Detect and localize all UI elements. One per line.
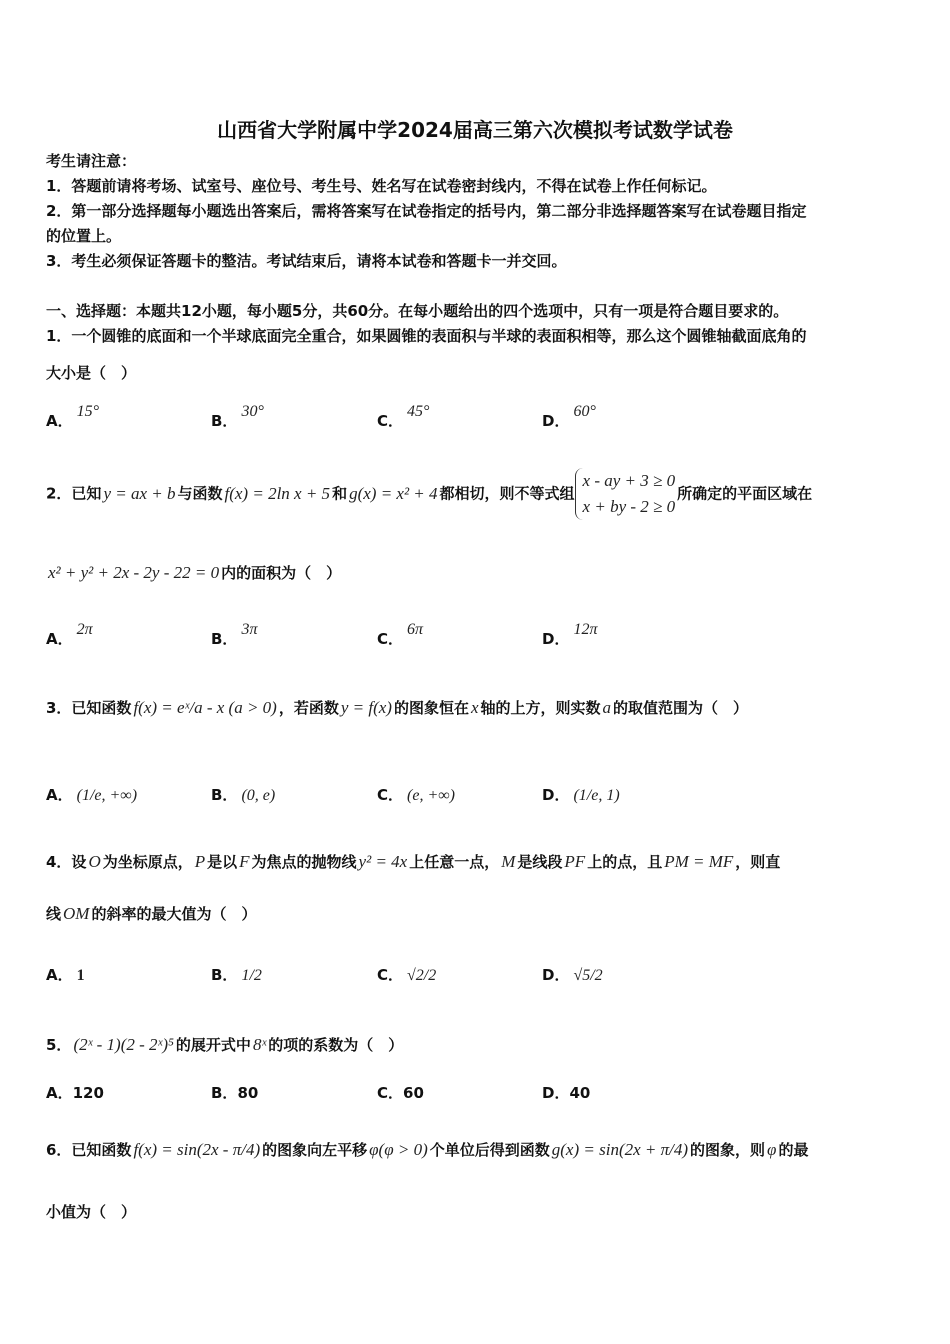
page-title: 山西省大学附属中学2024届高三第六次模拟考试数学试卷 bbox=[217, 118, 733, 142]
q1-text: 1．一个圆锥的底面和一个半球底面完全重合，如果圆锥的表面积与半球的表面积相等，那么这个圆锥轴截面底角的 bbox=[46, 327, 807, 345]
option-label: A． bbox=[46, 786, 73, 804]
option-label: C． bbox=[377, 412, 404, 430]
option-label: D． bbox=[542, 630, 570, 648]
text: 为坐标原点， bbox=[102, 853, 193, 871]
text: 的斜率的最大值为（ ） bbox=[91, 905, 257, 923]
text: 5． bbox=[46, 1036, 72, 1054]
option-label: C． bbox=[377, 966, 404, 984]
option-value: 1 bbox=[76, 967, 85, 984]
option-label: A． bbox=[46, 412, 73, 430]
option-label: A． bbox=[46, 966, 73, 984]
q5-option-a[interactable] bbox=[46, 1082, 104, 1103]
math: f(x) = sin(2x - π/4) bbox=[133, 1140, 261, 1159]
q5-text bbox=[46, 1035, 403, 1055]
option-value: (e, +∞) bbox=[407, 787, 455, 804]
section-heading: 一、选择题：本题共12小题，每小题5分，共60分。在每小题给出的四个选项中，只有一项是符合题目要求的。 bbox=[46, 302, 789, 320]
option-value: 12π bbox=[573, 621, 598, 638]
q4-option-a[interactable] bbox=[46, 964, 85, 985]
option-value: √2/2 bbox=[407, 967, 437, 984]
option-label: D． bbox=[542, 412, 570, 430]
option-value: 3π bbox=[241, 621, 258, 638]
math: g(x) = x² + 4 bbox=[349, 483, 438, 503]
text: 个单位后得到函数 bbox=[429, 1141, 550, 1159]
q3-option-c[interactable] bbox=[377, 784, 455, 805]
option-value: 60° bbox=[573, 403, 596, 420]
text: 和 bbox=[332, 484, 348, 503]
option-label: A． bbox=[46, 1084, 73, 1102]
q1-text: 大小是（ ） bbox=[46, 364, 137, 382]
text: 2．已知 bbox=[46, 484, 102, 503]
text: 的最 bbox=[778, 1141, 809, 1159]
math: M bbox=[501, 852, 516, 871]
text: ，若函数 bbox=[278, 699, 339, 717]
option-label: C． bbox=[377, 1084, 404, 1102]
option-label: D． bbox=[542, 1084, 570, 1102]
q3-option-d[interactable] bbox=[542, 784, 620, 805]
math: 8ˣ bbox=[252, 1035, 267, 1054]
option-label: B． bbox=[211, 412, 238, 430]
text: ，则直 bbox=[735, 853, 781, 871]
inequality-system bbox=[575, 468, 678, 520]
text: 的项的系数为（ ） bbox=[268, 1036, 404, 1054]
notice-item: 3．考生必须保证答题卡的整洁。考试结束后，请将本试卷和答题卡一并交回。 bbox=[46, 252, 567, 270]
q1-option-b[interactable] bbox=[211, 403, 264, 431]
text: 是以 bbox=[207, 853, 238, 871]
text: 上的点，且 bbox=[587, 853, 663, 871]
notice-item: 2．第一部分选择题每小题选出答案后，需将答案写在试卷指定的括号内，第二部分非选择题答案写在试卷题目指定 bbox=[46, 202, 807, 220]
q3-text bbox=[46, 698, 748, 718]
option-label: B． bbox=[211, 1084, 238, 1102]
notice-item: 1．答题前请将考场、试室号、座位号、考生号、姓名写在试卷密封线内，不得在试卷上作任何标记。 bbox=[46, 177, 717, 195]
text: 为焦点的抛物线 bbox=[251, 853, 357, 871]
option-value: 40 bbox=[569, 1084, 591, 1102]
math: φ bbox=[767, 1140, 777, 1159]
option-value: 30° bbox=[241, 403, 264, 420]
q2-option-c[interactable] bbox=[377, 621, 424, 649]
option-value: 2π bbox=[76, 621, 93, 638]
q2-text bbox=[46, 563, 341, 583]
math: PM = MF bbox=[664, 852, 734, 871]
math: φ(φ > 0) bbox=[369, 1140, 428, 1159]
q3-option-a[interactable] bbox=[46, 784, 137, 805]
q2-option-a[interactable] bbox=[46, 621, 93, 649]
q5-option-c[interactable] bbox=[377, 1082, 424, 1103]
math: x - ay + 3 ≥ 0 bbox=[582, 471, 676, 490]
math: f(x) = eˣ/a - x (a > 0) bbox=[133, 698, 277, 717]
text: 所确定的平面区域在 bbox=[677, 484, 813, 503]
q2-text bbox=[46, 468, 812, 520]
option-value: (0, e) bbox=[241, 787, 276, 804]
q4-option-b[interactable] bbox=[211, 964, 262, 985]
q5-option-b[interactable] bbox=[211, 1082, 258, 1103]
text: 与函数 bbox=[177, 484, 223, 503]
option-value: √5/2 bbox=[573, 967, 603, 984]
text: 轴的上方，则实数 bbox=[480, 699, 601, 717]
option-label: C． bbox=[377, 630, 404, 648]
q4-text bbox=[46, 852, 780, 872]
q4-option-c[interactable] bbox=[377, 964, 436, 985]
option-value: 120 bbox=[72, 1084, 104, 1102]
text: 是线段 bbox=[517, 853, 563, 871]
q2-option-d[interactable] bbox=[542, 621, 598, 649]
math: y = ax + b bbox=[103, 483, 176, 503]
q4-text bbox=[46, 904, 256, 924]
text: 的取值范围为（ ） bbox=[613, 699, 749, 717]
option-value: (1/e, 1) bbox=[573, 787, 620, 804]
text: 上任意一点， bbox=[409, 853, 500, 871]
option-value: (1/e, +∞) bbox=[76, 787, 138, 804]
math: f(x) = 2ln x + 5 bbox=[224, 483, 331, 503]
math: x + by - 2 ≥ 0 bbox=[582, 497, 676, 516]
option-value: 60 bbox=[403, 1084, 424, 1102]
math: F bbox=[239, 852, 250, 871]
q6-text: 小值为（ ） bbox=[46, 1203, 137, 1221]
text: 的图象向左平移 bbox=[262, 1141, 368, 1159]
math: y = f(x) bbox=[340, 698, 392, 717]
q4-option-d[interactable] bbox=[542, 964, 603, 985]
text: 4．设 bbox=[46, 853, 87, 871]
option-label: C． bbox=[377, 786, 404, 804]
q1-option-a[interactable] bbox=[46, 403, 100, 431]
q6-text bbox=[46, 1140, 808, 1160]
text: 线 bbox=[46, 905, 62, 923]
text: 的展开式中 bbox=[175, 1036, 251, 1054]
text: 3．已知函数 bbox=[46, 699, 132, 717]
text: 的图象，则 bbox=[690, 1141, 766, 1159]
math: y² = 4x bbox=[358, 852, 408, 871]
math: OM bbox=[63, 904, 90, 923]
q1-option-c[interactable] bbox=[377, 403, 430, 431]
q5-option-d[interactable] bbox=[542, 1082, 590, 1103]
math: P bbox=[194, 852, 206, 871]
math: O bbox=[88, 852, 101, 871]
math: g(x) = sin(2x + π/4) bbox=[551, 1140, 689, 1159]
math: x² + y² + 2x - 2y - 22 = 0 bbox=[48, 563, 220, 582]
option-value: 45° bbox=[407, 403, 430, 420]
notice-heading: 考生请注意： bbox=[46, 152, 137, 170]
text: 内的面积为（ ） bbox=[221, 564, 342, 582]
option-value: 80 bbox=[237, 1084, 259, 1102]
option-value: 1/2 bbox=[241, 967, 262, 984]
notice-item: 的位置上。 bbox=[46, 227, 122, 245]
option-label: B． bbox=[211, 966, 238, 984]
text: 的图象恒在 bbox=[393, 699, 469, 717]
text: 都相切，则不等式组 bbox=[439, 484, 575, 503]
math: (2ˣ - 1)(2 - 2ˣ)⁵ bbox=[73, 1035, 174, 1054]
option-label: D． bbox=[542, 786, 570, 804]
q3-option-b[interactable] bbox=[211, 784, 275, 805]
option-value: 6π bbox=[407, 621, 424, 638]
option-label: B． bbox=[211, 630, 238, 648]
math: PF bbox=[564, 852, 586, 871]
option-label: B． bbox=[211, 786, 238, 804]
q2-option-b[interactable] bbox=[211, 621, 258, 649]
option-value: 15° bbox=[76, 403, 100, 420]
option-label: A． bbox=[46, 630, 73, 648]
text: 6．已知函数 bbox=[46, 1141, 132, 1159]
option-label: D． bbox=[542, 966, 570, 984]
math: x bbox=[470, 698, 479, 717]
math: a bbox=[602, 698, 612, 717]
q1-option-d[interactable] bbox=[542, 403, 596, 431]
